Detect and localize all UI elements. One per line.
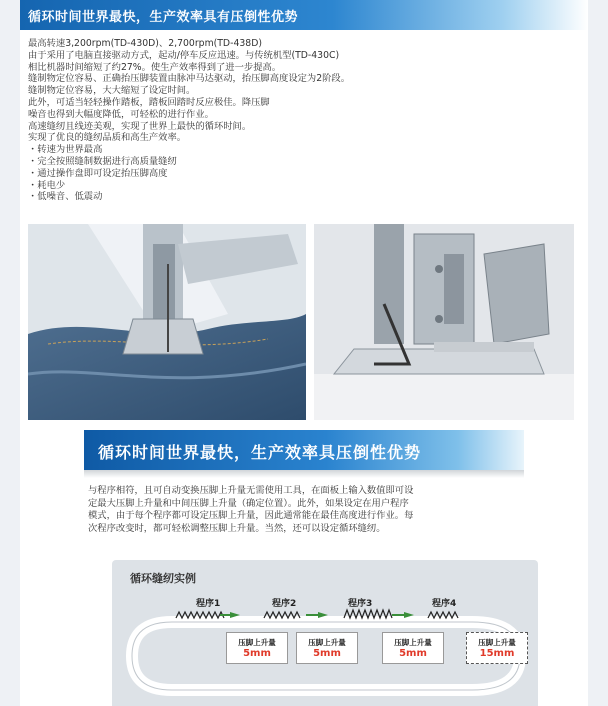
- bullet-item: ・通过操作盘即可设定抬压脚高度: [28, 167, 168, 179]
- presser-lift-title: 压脚上升量: [394, 638, 432, 647]
- presser-lift-box-1: [226, 632, 288, 664]
- presser-foot-photo: [314, 224, 574, 420]
- bullet-item: ・转速为世界最高: [28, 144, 103, 156]
- intro-line: 缝制物定位容易、正确抬压脚装置由脉冲马达驱动，抬压脚高度设定为2阶段。: [28, 73, 351, 85]
- intro-line: 最高转速3,200rpm(TD-430D)、2,700rpm(TD-438D): [28, 38, 262, 49]
- program-2-label: 程序2: [272, 599, 297, 609]
- presser-lift-title: 压脚上升量: [308, 638, 346, 647]
- feature-text: [88, 485, 528, 535]
- presser-lift-box-2: [296, 632, 358, 664]
- section-heading: 循环时间世界最快，生产效率具有压倒性优势: [28, 10, 299, 25]
- intro-line: 由于采用了电脑直接驱动方式，起动/停车反应迅速。与传统机型(TD-430C): [28, 49, 340, 61]
- feature-line: 与程序相符，且可自动变换压脚上升量无需使用工具，在面板上输入数值即可设: [88, 485, 414, 496]
- program-4-label: 程序4: [432, 599, 457, 609]
- intro-line: 此外，可适当轻轻操作踏板，踏板回踏时反应极佳。降压脚: [28, 96, 270, 108]
- banner-shadow: [84, 470, 524, 478]
- presser-lift-title: 压脚上升量: [238, 638, 276, 647]
- diagram-title: 循环缝纫实例: [130, 572, 196, 585]
- cycle-sewing-diagram: [112, 560, 538, 706]
- feature-line: 定最大压脚上升量和中间压脚上升量（确定位置）。此外，如果设定在用户程序: [88, 497, 409, 509]
- feature-line: 模式，由于每个程序都可设定压脚上升量，因此通常能在最佳高度进行作业。每: [88, 510, 414, 521]
- feature-line: 次程序改变时，都可轻松调整压脚上升量。当然，还可以设定循环缝纫。: [88, 522, 386, 534]
- sewing-denim-photo: [28, 224, 306, 420]
- presser-lift-value: 5mm: [243, 648, 271, 659]
- intro-line: 缝制物定位容易，大大缩短了设定时间。: [28, 85, 196, 97]
- bullet-item: ・完全按照缝制数据进行高质量缝纫: [28, 155, 177, 167]
- intro-line: 高速缝纫且线迹美观，实现了世界上最快的循环时间。: [28, 120, 252, 132]
- presser-lift-title: 压脚上升量: [478, 638, 516, 647]
- section-heading-banner: [20, 0, 588, 30]
- presser-lift-box-4: [466, 632, 528, 664]
- presser-lift-value: 15mm: [479, 648, 515, 659]
- program-1-label: 程序1: [196, 599, 221, 609]
- intro-line: 实现了优良的缝纫品质和高生产效率。: [28, 132, 187, 144]
- feature-heading: 循环时间世界最快，生产效率具压倒性优势: [98, 443, 422, 462]
- intro-line: 相比机器时间缩短了约27%。使生产效率得到了进一步提高。: [28, 61, 282, 73]
- intro-text: [28, 38, 568, 203]
- bullet-item: ・耗电少: [28, 179, 66, 191]
- intro-line: 噪音也得到大幅度降低，可轻松的进行作业。: [28, 108, 214, 120]
- program-3-label: 程序3: [348, 599, 373, 609]
- presser-lift-value: 5mm: [399, 648, 427, 659]
- page: [20, 0, 588, 706]
- presser-lift-value: 5mm: [313, 648, 341, 659]
- bullet-item: ・低噪音、低震动: [28, 191, 103, 203]
- presser-lift-box-3: [382, 632, 444, 664]
- feature-heading-banner: [84, 430, 524, 470]
